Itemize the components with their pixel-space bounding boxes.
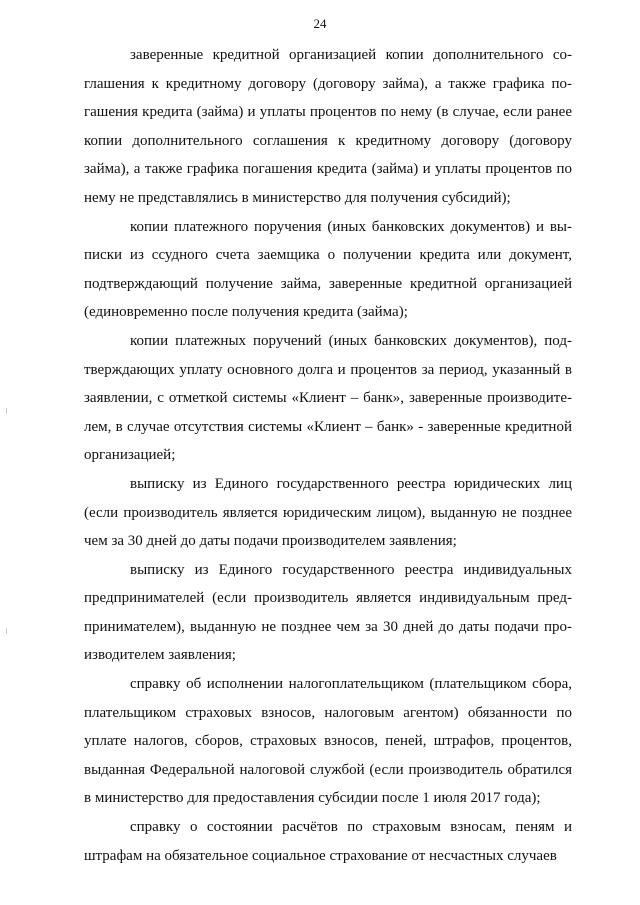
page-number: 24 <box>313 16 327 31</box>
paragraph-entrepreneurs-register-extract: выписку из Единого государственного реестра индивидуальных предпринимателей (если производитель является индивидуальным предпринимателем), выданную не позднее чем за 30 дней до даты подачи производителем заявления; <box>84 561 572 664</box>
paragraph-tax-obligations-certificate: справку об исполнении налогоплательщиком (плательщиком сбора, плательщиком страховых взносов, налоговым агентом) обязанности по уплате налогов, сборов, страховых взносов, пеней, штрафов, процентов, выданная Федеральной налоговой службой (если производитель обратился в министерство для предоставления субсидии после 1 июля 2017 года); <box>84 676 572 807</box>
scan-margin-mark <box>6 408 7 414</box>
paragraph-payment-orders-principal-interest: копии платежных поручений (иных банковских документов), подтверждающих уплату основного долга и процентов за период, указанный в заявлении, с отметкой системы «Клиент – банк», заверенные производителем, в случае отсутствия системы «Клиент – банк» - заверенные кредитной организацией; <box>84 332 572 464</box>
paragraph-insurance-contributions-certificate: справку о состоянии расчётов по страховым взносам, пеням и штрафам на обязательное социальное страхование от несчастных случаев <box>84 819 572 864</box>
paragraph-supplementary-agreement-copies: заверенные кредитной организацией копии дополнительного соглашения к кредитному договору (договору займа), а также графика погашения кредита (займа) и уплаты процентов по нему (в случае, если ранее копии дополнительного соглашения к кредитному договору (договору займа), а также графика погашения кредита (займа) и уплаты процентов по нему не представлялись в министерство для получения субсидий); <box>84 47 572 206</box>
scan-margin-mark <box>6 628 7 634</box>
document-body <box>84 41 572 870</box>
paragraph-legal-entities-register-extract: выписку из Единого государственного реестра юридических лиц (если производитель является юридическим лицом), выданную не позднее чем за 30 дней до даты подачи производителем заявления; <box>84 475 572 550</box>
paragraph-payment-order-copies: копии платежного поручения (иных банковских документов) и выписки из ссудного счета заемщика о получении кредита или документ, подтверждающий получение займа, заверенные кредитной организацией (единовременно после получения кредита (займа); <box>84 218 572 321</box>
